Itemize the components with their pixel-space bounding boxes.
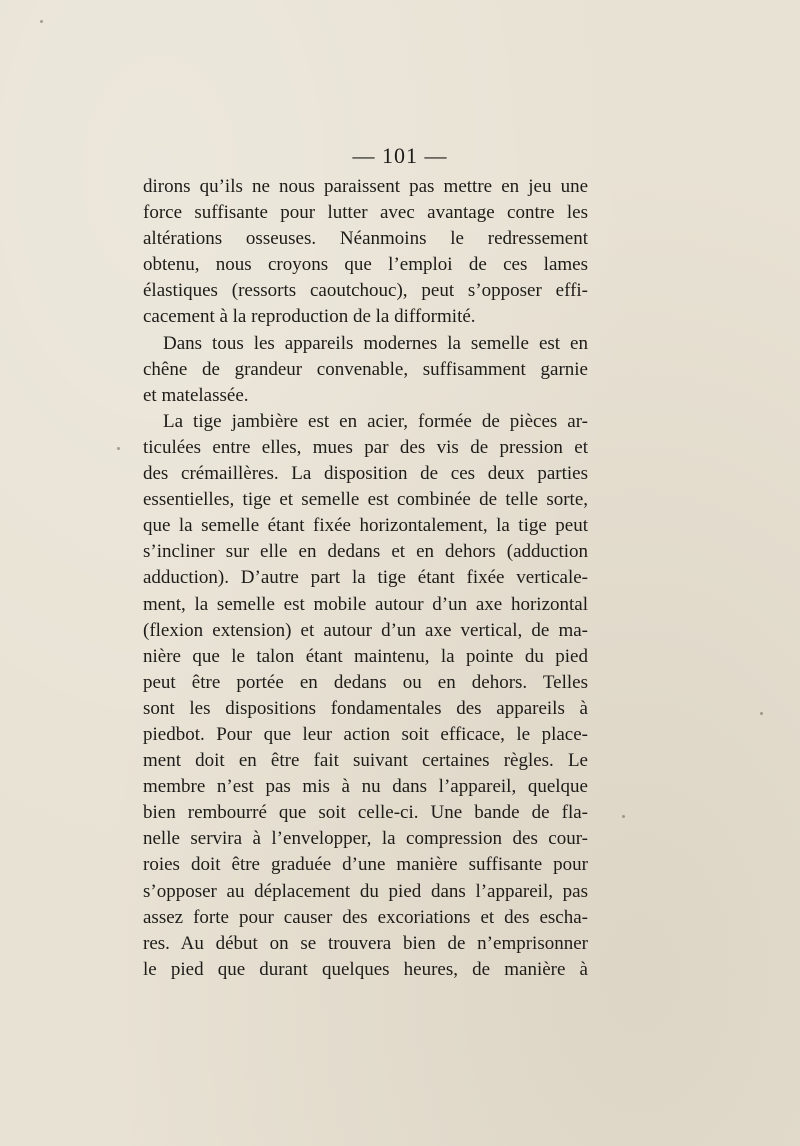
text-line: piedbot. Pour que leur action soit efficace, le place- xyxy=(143,723,588,745)
text-line: s’incliner sur elle en dedans et en dehors (adduction xyxy=(143,541,588,563)
page-number: — 101 — xyxy=(352,143,448,168)
text-line: Dans tous les appareils modernes la semelle est en xyxy=(163,332,588,354)
text-line: force suffisante pour lutter avec avantage contre les xyxy=(143,202,588,224)
paper-speck xyxy=(117,447,120,450)
text-line: ment doit en être fait suivant certaines règles. Le xyxy=(143,750,588,772)
text-line: bien rembourré que soit celle-ci. Une bande de fla- xyxy=(143,802,588,824)
text-line: membre n’est pas mis à nu dans l’appareil, quelque xyxy=(143,776,588,798)
text-line: altérations osseuses. Néanmoins le redressement xyxy=(143,228,588,250)
paper-speck xyxy=(622,815,625,818)
text-line: et matelassée. xyxy=(143,384,249,406)
text-line: nière que le talon étant maintenu, la pointe du pied xyxy=(143,645,588,667)
text-line: le pied que durant quelques heures, de manière à xyxy=(143,958,588,980)
text-line: ment, la semelle est mobile autour d’un axe horizontal xyxy=(143,593,588,615)
text-line: obtenu, nous croyons que l’emploi de ces lames xyxy=(143,254,588,276)
text-line: (flexion extension) et autour d’un axe vertical, de ma- xyxy=(143,619,588,641)
paper-speck xyxy=(40,20,43,23)
text-line: élastiques (ressorts caoutchouc), peut s’opposer effi- xyxy=(143,280,588,302)
text-line: chêne de grandeur convenable, suffisamment garnie xyxy=(143,358,588,380)
body-text xyxy=(143,174,588,983)
text-line: des crémaillères. La disposition de ces deux parties xyxy=(143,463,588,485)
text-line: que la semelle étant fixée horizontalement, la tige peut xyxy=(143,515,588,537)
text-line: peut être portée en dedans ou en dehors. Telles xyxy=(143,671,588,693)
text-line: assez forte pour causer des excoriations et des escha- xyxy=(143,906,588,928)
text-line: nelle servira à l’envelopper, la compression des cour- xyxy=(143,828,588,850)
text-line: adduction). D’autre part la tige étant fixée verticale- xyxy=(143,567,588,589)
text-line: roies doit être graduée d’une manière suffisante pour xyxy=(143,854,588,876)
text-line: La tige jambière est en acier, formée de pièces ar- xyxy=(163,410,588,432)
text-line: essentielles, tige et semelle est combinée de telle sorte, xyxy=(143,489,588,511)
text-line: cacement à la reproduction de la difformité. xyxy=(143,306,476,328)
text-line: dirons qu’ils ne nous paraissent pas mettre en jeu une xyxy=(143,176,588,197)
text-line: ticulées entre elles, mues par des vis de pression et xyxy=(143,436,588,458)
text-line: sont les dispositions fondamentales des appareils à xyxy=(143,697,588,719)
text-line: res. Au début on se trouvera bien de n’emprisonner xyxy=(143,932,588,954)
text-line: s’opposer au déplacement du pied dans l’appareil, pas xyxy=(143,880,588,902)
paper-speck xyxy=(760,712,763,715)
